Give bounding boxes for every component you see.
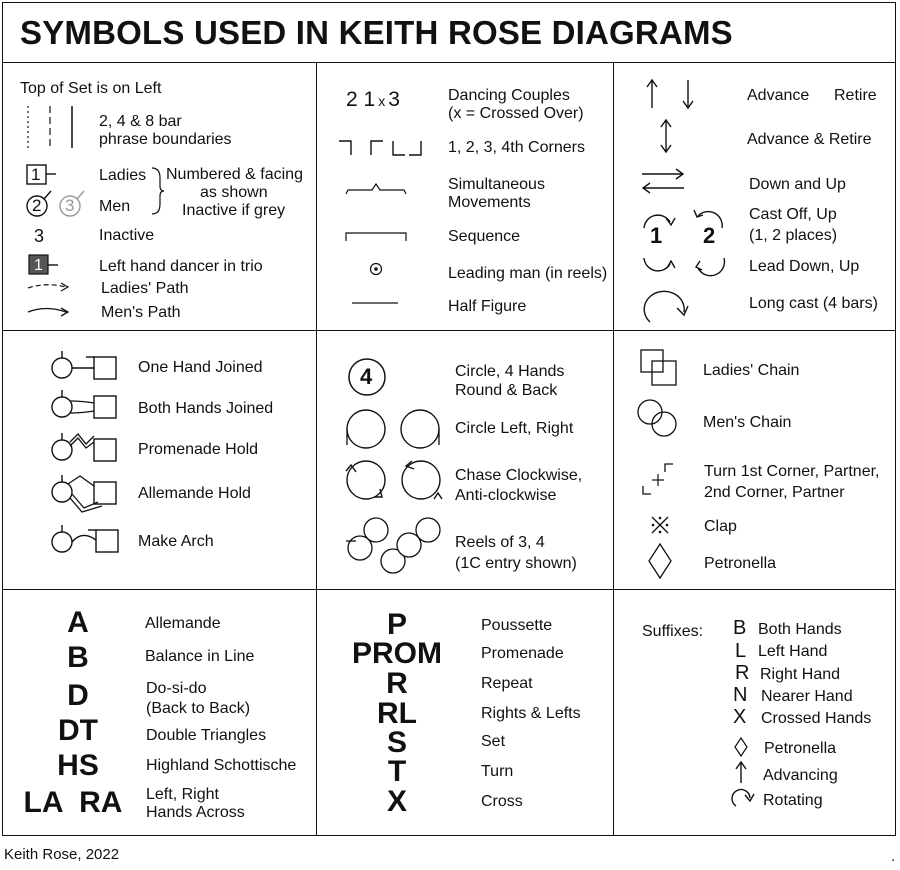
men-label: Men: [99, 198, 131, 215]
chase-label: Chase Clockwise,: [455, 467, 583, 484]
long-cast-label: Long cast (4 bars): [749, 295, 878, 312]
set-symbol: S: [386, 726, 407, 759]
set-orientation-note: Top of Set is on Left: [20, 80, 162, 97]
suffixes-heading: Suffixes:: [642, 623, 704, 640]
lady-number: 1: [31, 165, 41, 184]
cross-label: Cross: [481, 793, 523, 810]
suffix-right-symbol: R: [735, 662, 750, 684]
cast-off-up-label: (1, 2 places): [749, 227, 838, 244]
ladies-label: Ladies: [99, 167, 147, 184]
turn-corner-icon: [640, 462, 680, 498]
corners-label: 1, 2, 3, 4th Corners: [448, 139, 585, 156]
circle-hands-count: 4: [360, 364, 373, 389]
down-and-up-label: Down and Up: [749, 176, 846, 193]
couples-numbers: 2 1: [346, 88, 376, 111]
sequence-label: Sequence: [448, 228, 521, 245]
petronella-icon: [647, 542, 673, 580]
phrase-boundaries-label: 2, 4 & 8 bar: [99, 113, 182, 130]
suffix-nearer-symbol: N: [733, 684, 748, 706]
circle-four-hands-label: Round & Back: [455, 382, 558, 399]
one-hand-joined-label: One Hand Joined: [138, 359, 263, 376]
suffix-both-label: Both Hands: [758, 621, 842, 638]
grid-line: [2, 62, 896, 63]
ladies-path-label: Ladies' Path: [101, 280, 189, 297]
suffix-crossed-symbol: X: [733, 706, 747, 728]
allemande-hold-icon: [50, 472, 122, 516]
suffix-left-symbol: L: [735, 640, 747, 662]
poussette-symbol: P: [386, 608, 407, 641]
trio-label: Left hand dancer in trio: [99, 258, 263, 275]
inactive-label: Inactive: [99, 227, 155, 244]
promenade-hold-label: Promenade Hold: [138, 441, 259, 458]
ladies-path-icon: [26, 280, 74, 294]
simultaneous-icon: [344, 180, 408, 198]
double-triangles-symbol: DT: [58, 714, 98, 747]
balance-symbol: B: [67, 641, 89, 674]
phrase-boundary-icon: [20, 104, 80, 150]
dosido-symbol: D: [67, 679, 89, 712]
circle-left-right-label: Circle Left, Right: [455, 420, 574, 437]
advance-and-retire-icon: [656, 118, 676, 154]
ladies-chain-label: Ladies' Chain: [703, 362, 800, 379]
trio-number: 1: [34, 257, 43, 274]
simultaneous-label: Movements: [448, 194, 531, 211]
ladies-chain-icon: [639, 348, 681, 388]
clap-icon: [649, 514, 671, 536]
turn-corner-label: Turn 1st Corner, Partner,: [704, 463, 880, 480]
chase-label: Anti-clockwise: [455, 487, 557, 504]
make-arch-label: Make Arch: [138, 533, 214, 550]
dancing-couples-label: Dancing Couples: [448, 87, 570, 104]
dosido-label: Do-si-do: [146, 680, 207, 697]
suffix-advancing-label: Advancing: [763, 767, 838, 784]
mens-chain-label: Men's Chain: [703, 414, 792, 431]
rights-lefts-symbol: RL: [377, 697, 417, 730]
turn-corner-label: 2nd Corner, Partner: [704, 484, 845, 501]
mens-path-icon: [26, 304, 74, 318]
mens-path-label: Men's Path: [101, 304, 181, 321]
sequence-icon: [344, 229, 408, 243]
balance-label: Balance in Line: [145, 648, 255, 665]
advance-label: Advance: [747, 87, 810, 104]
advance-retire-arrows-icon: [640, 78, 700, 110]
lead-down-up-icon: [640, 252, 730, 278]
repeat-symbol: R: [386, 667, 408, 700]
cast-off-up-label: Cast Off, Up: [749, 206, 837, 223]
simultaneous-label: Simultaneous: [448, 176, 545, 193]
inactive-number: 3: [34, 226, 45, 246]
inactive-man-number: 3: [65, 196, 75, 215]
suffix-crossed-label: Crossed Hands: [761, 710, 872, 727]
numbered-facing-label: Inactive if grey: [182, 202, 286, 219]
promenade-label: Promenade: [481, 645, 564, 662]
suffix-right-label: Right Hand: [760, 666, 841, 683]
long-cast-icon: [640, 286, 696, 326]
reels-label: (1C entry shown): [455, 555, 577, 572]
suffix-left-label: Left Hand: [758, 643, 828, 660]
poussette-label: Poussette: [481, 617, 553, 634]
allemande-hold-label: Allemande Hold: [138, 485, 251, 502]
footer-credit: Keith Rose, 2022: [4, 846, 120, 863]
highland-schottische-symbol: HS: [57, 749, 99, 782]
hands-across-sublabel: Hands Across: [146, 804, 245, 821]
half-figure-label: Half Figure: [448, 298, 527, 315]
suffix-nearer-label: Nearer Hand: [761, 688, 853, 705]
circle-left-right-icon: [344, 407, 444, 451]
allemande-label: Allemande: [145, 615, 221, 632]
hands-across-symbol: LA RA: [23, 786, 123, 819]
suffix-both-symbol: B: [733, 617, 747, 639]
mens-chain-icon: [636, 398, 682, 440]
cross-symbol: X: [386, 785, 407, 818]
turn-label: Turn: [481, 763, 514, 780]
page-title: SYMBOLS USED IN KEITH ROSE DIAGRAMS: [20, 14, 733, 51]
promenade-symbol: PROM: [352, 637, 442, 670]
chase-icon: [344, 457, 444, 503]
make-arch-icon: [50, 522, 122, 556]
hands-across-label: Left, Right: [146, 786, 219, 803]
promenade-hold-icon: [50, 430, 122, 464]
double-triangles-label: Double Triangles: [146, 727, 267, 744]
dosido-sublabel: (Back to Back): [146, 700, 251, 717]
allemande-symbol: A: [67, 606, 89, 639]
leading-man-icon: [369, 262, 383, 276]
reels-icon: [344, 515, 444, 579]
footer-dot: .: [891, 848, 896, 865]
cast-place-2: 2: [703, 223, 716, 248]
suffix-petronella-label: Petronella: [764, 740, 837, 757]
retire-label: Retire: [834, 87, 877, 104]
grid-line: [2, 330, 896, 331]
set-label: Set: [481, 733, 506, 750]
both-hands-joined-label: Both Hands Joined: [138, 400, 274, 417]
highland-schottische-label: Highland Schottische: [146, 757, 297, 774]
trio-dancer-icon: [28, 254, 60, 278]
dancing-couples-symbol: [346, 89, 400, 112]
grid-line: [316, 62, 317, 836]
circle-four-hands-label: Circle, 4 Hands: [455, 363, 565, 380]
turn-symbol: T: [387, 755, 407, 788]
half-figure-icon: [352, 301, 400, 305]
couples-number: 3: [388, 88, 400, 111]
cast-place-1: 1: [650, 223, 663, 248]
leading-man-label: Leading man (in reels): [448, 265, 608, 282]
rights-lefts-label: Rights & Lefts: [481, 705, 581, 722]
numbered-facing-label: as shown: [200, 184, 268, 201]
dancing-couples-label: (x = Crossed Over): [448, 105, 584, 122]
petronella-label: Petronella: [704, 555, 777, 572]
lead-down-up-label: Lead Down, Up: [749, 258, 860, 275]
suffix-rotating-icon: [730, 786, 758, 810]
repeat-label: Repeat: [481, 675, 533, 692]
suffix-rotating-label: Rotating: [763, 792, 823, 809]
both-hands-joined-icon: [50, 391, 122, 423]
man-number: 2: [32, 196, 42, 215]
down-and-up-icon: [640, 166, 686, 196]
grid-line: [2, 589, 896, 590]
brace-icon: [150, 166, 166, 216]
phrase-boundaries-label: phrase boundaries: [99, 131, 232, 148]
grid-line: [613, 62, 614, 836]
one-hand-joined-icon: [50, 350, 122, 382]
numbered-facing-label: Numbered & facing: [166, 166, 303, 183]
clap-label: Clap: [704, 518, 737, 535]
advance-and-retire-label: Advance & Retire: [747, 131, 872, 148]
suffix-petronella-icon: [734, 737, 748, 757]
corners-icon: [337, 138, 425, 158]
suffix-advancing-icon: [734, 760, 748, 784]
reels-label: Reels of 3, 4: [455, 534, 545, 551]
crossed-over-x: x: [378, 93, 386, 109]
